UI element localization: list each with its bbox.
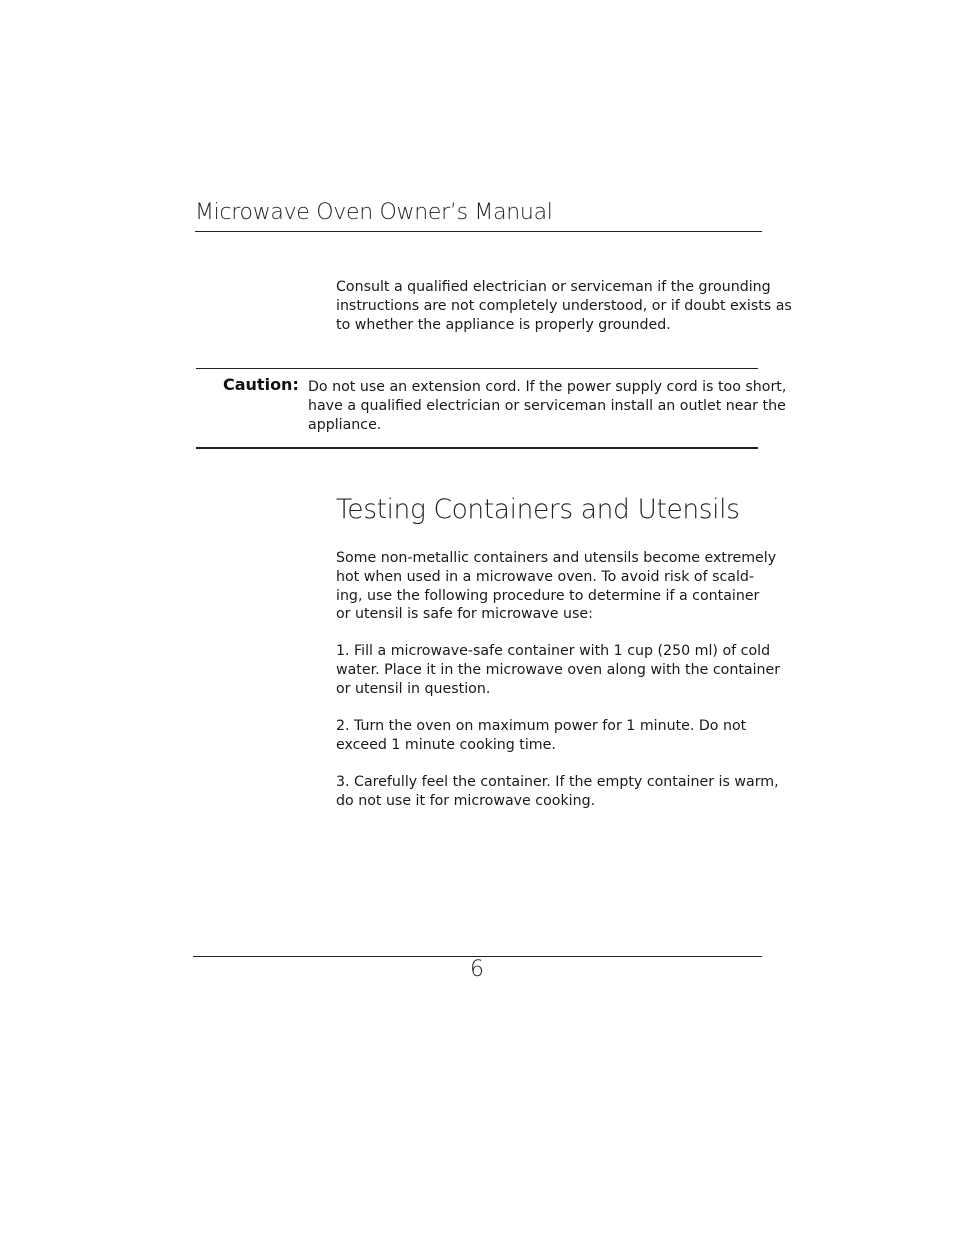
page-number: 6 [470,957,484,982]
caution-text [308,378,786,434]
section-intro-line: hot when used in a microwave oven. To avoid risk of scald- [336,568,755,585]
section-title: Testing Containers and Utensils [336,494,740,525]
caution-top-rule [196,368,758,369]
step-line: 2. Turn the oven on maximum power for 1 minute. Do not [336,718,747,734]
grounding-note-line: instructions are not completely understood, or if doubt exists as [336,297,792,314]
step-line: water. Place it in the microwave oven along with the container [336,661,781,678]
step-line: do not use it for microwave cooking. [336,792,596,809]
step-line: 3. Carefully feel the container. If the empty container is warm, [336,774,779,790]
caution-label: Caution: [223,375,299,394]
step-2 [336,717,746,755]
step-line: or utensil in question. [336,680,491,697]
step-line: 1. Fill a microwave-safe container with 1 cup (250 ml) of cold [336,643,771,659]
grounding-note [336,278,792,334]
section-intro [336,549,776,624]
section-intro-line: or utensil is safe for microwave use: [336,606,593,623]
section-intro-line: Some non-metallic containers and utensils become extremely [336,550,777,566]
caution-text-line: Do not use an extension cord. If the power supply cord is too short, [308,379,787,395]
step-line: exceed 1 minute cooking time. [336,736,556,753]
header-rule [195,231,762,232]
caution-text-line: have a qualified electrician or serviceman install an outlet near the [308,397,786,414]
section-intro-line: ing, use the following procedure to determine if a container [336,587,760,604]
grounding-note-line: Consult a qualified electrician or serviceman if the grounding [336,279,771,295]
grounding-note-line: to whether the appliance is properly grounded. [336,316,671,333]
step-1 [336,642,780,698]
caution-bottom-rule [196,447,758,449]
step-3 [336,773,779,811]
caution-text-line: appliance. [308,416,382,433]
page-header-title: Microwave Oven Owner’s Manual [195,200,553,225]
